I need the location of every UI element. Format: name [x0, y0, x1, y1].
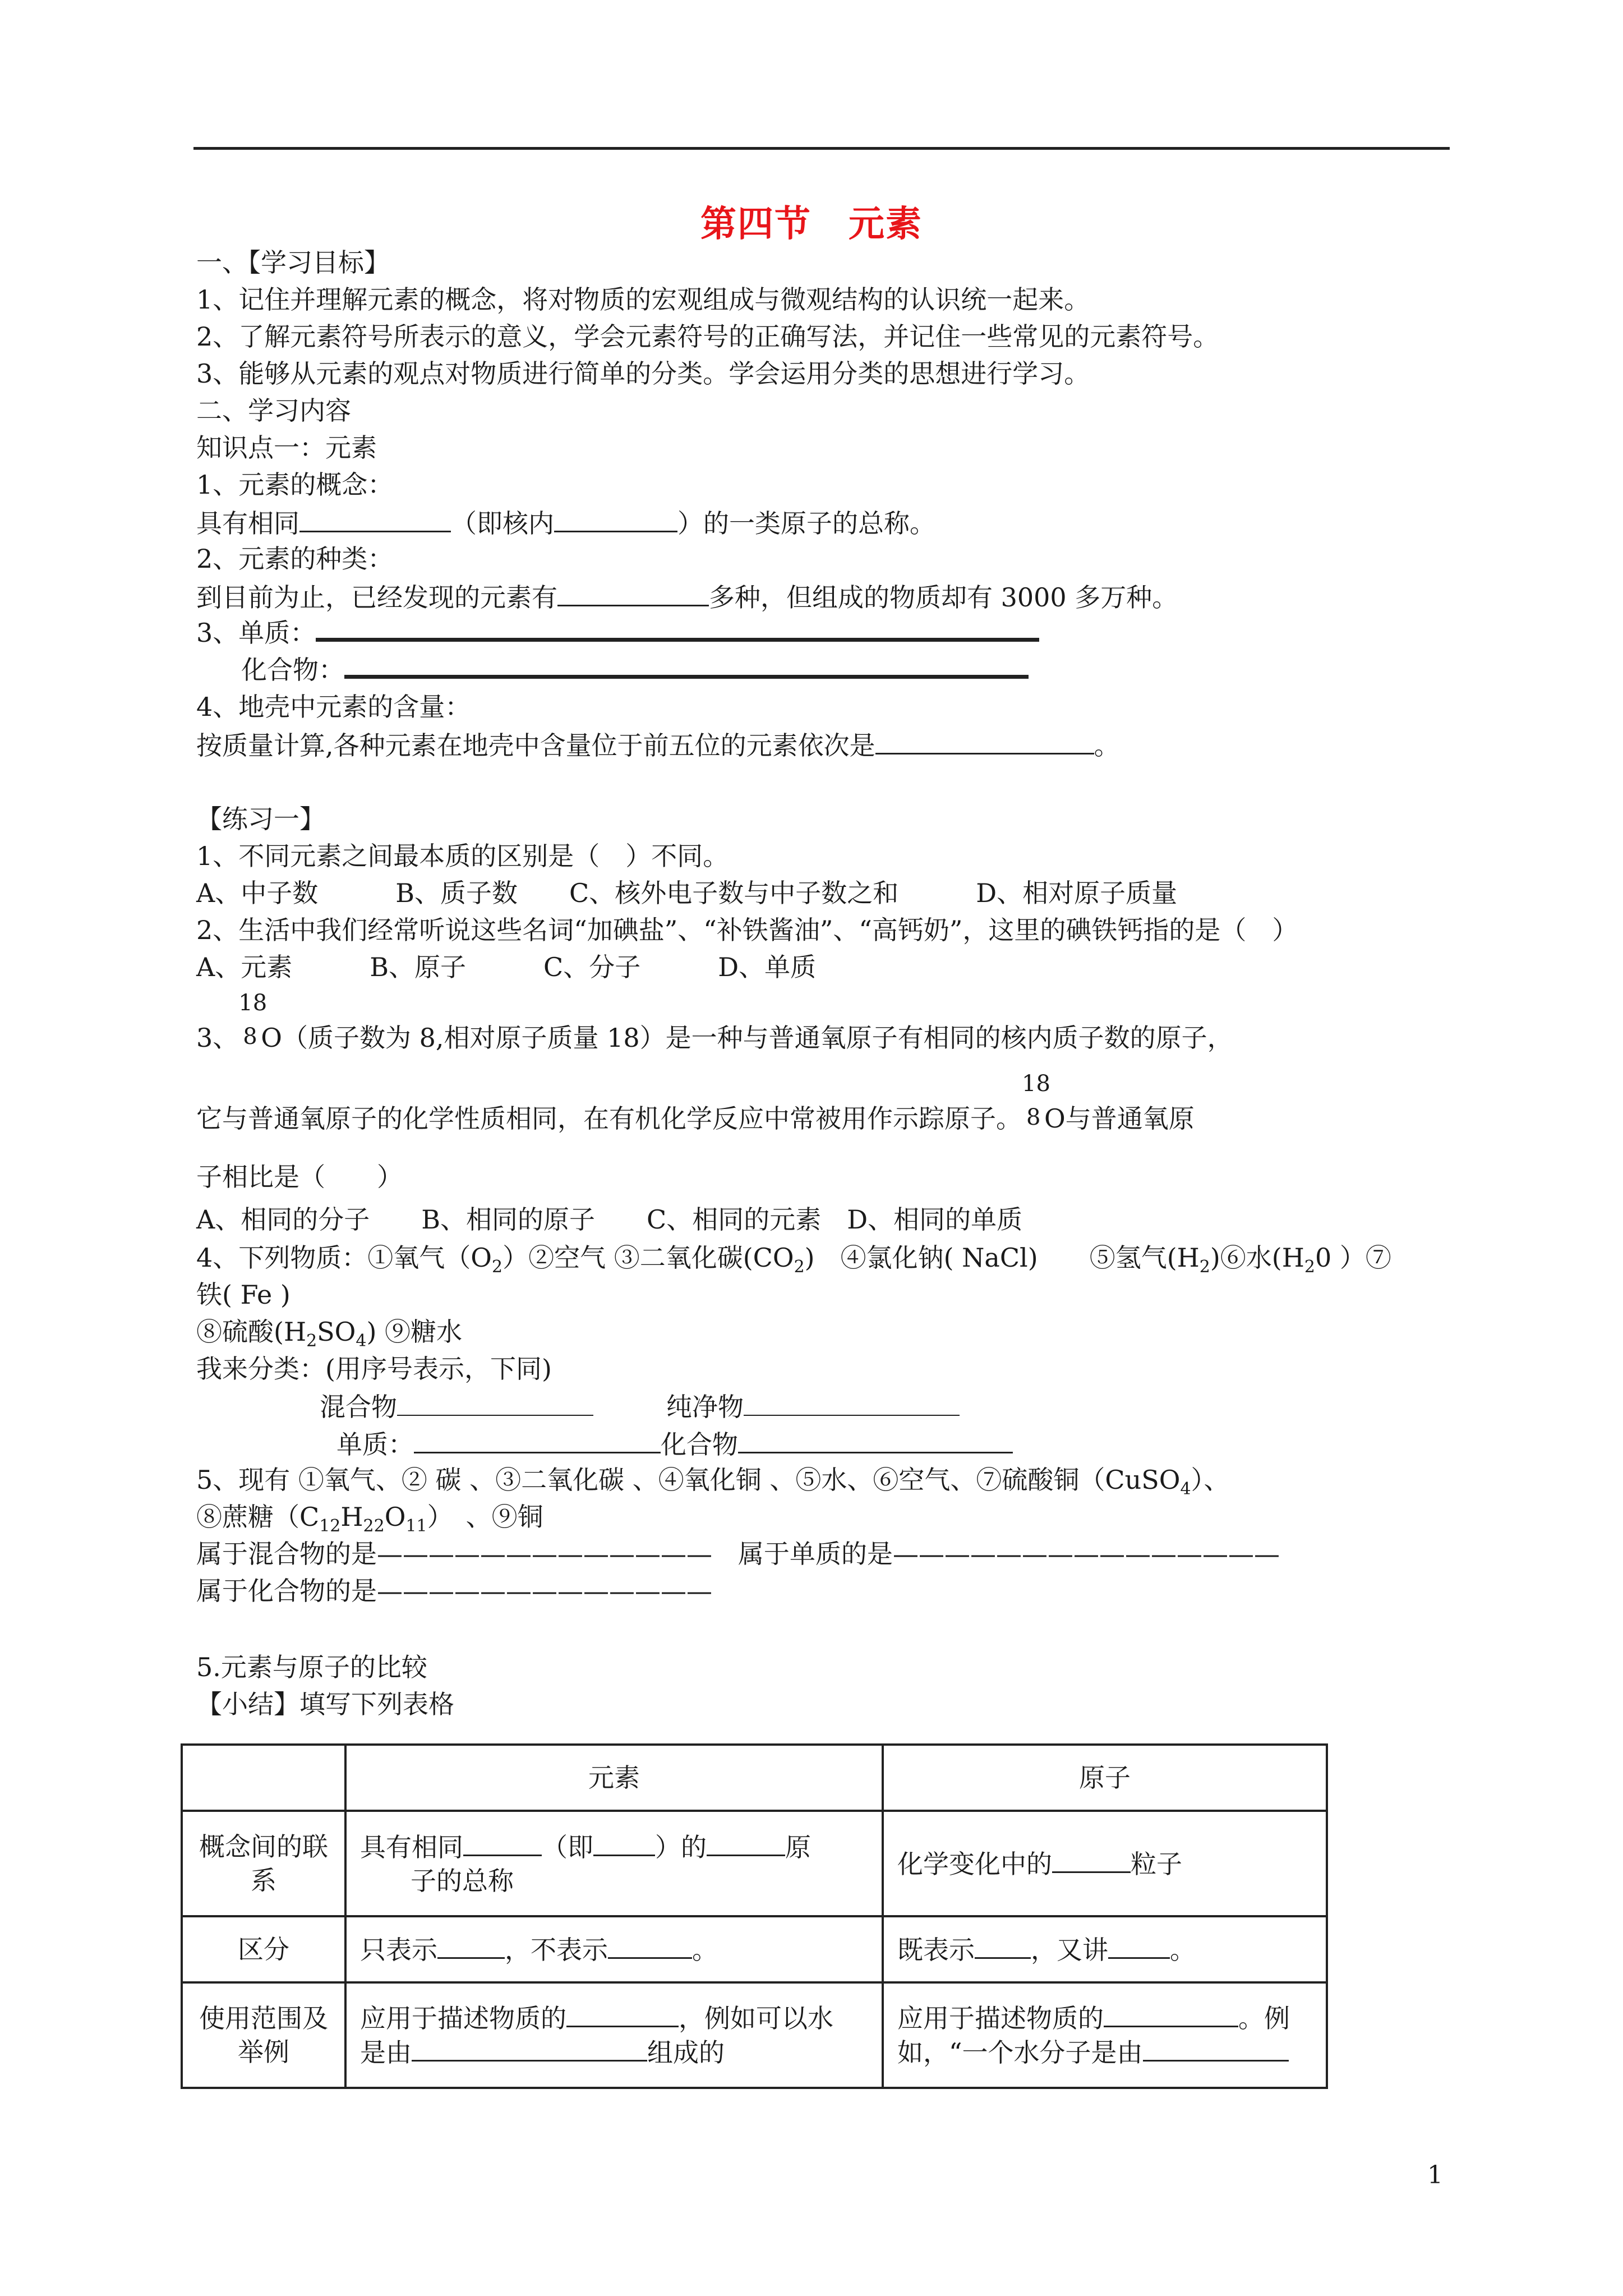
- summary-table: [181, 1743, 1328, 2089]
- cell-atom-relation: 化学变化中的 粒子: [883, 1811, 1327, 1916]
- question-1-options: A、中子数 B、质子数 C、核外电子数与中子数之和 D、相对原子质量: [196, 878, 1178, 908]
- blank-same[interactable]: [299, 506, 451, 532]
- cell-element-distinction: 只表示 ，不表示 。: [345, 1916, 883, 1982]
- crust-line: 按质量计算,各种元素在地壳中含量位于前五位的元素依次是 。: [196, 728, 1120, 761]
- blank-r1-of[interactable]: [707, 1830, 785, 1856]
- table-row: [182, 1916, 1327, 1982]
- table-corner-cell: [182, 1745, 345, 1811]
- isotope-o18-second: 18 8: [1022, 1071, 1050, 1130]
- section-content-heading: 二、学习内容: [196, 395, 351, 426]
- compound-line: 化合物：: [241, 654, 1029, 685]
- table-header-atom: 原子: [883, 1745, 1327, 1811]
- blank-simple[interactable]: [414, 1427, 661, 1453]
- table-row: [182, 1982, 1327, 2088]
- goal-2: 2、了解元素符号所表示的意义，学会元素符号的正确写法，并记住一些常见的元素符号。: [196, 321, 1219, 352]
- blank-r2-not[interactable]: [608, 1932, 692, 1959]
- section-goals-heading: 一、【学习目标】: [196, 247, 390, 278]
- question-4-line-2: 铁( Fe ): [196, 1280, 291, 1310]
- page-number: 1: [1427, 2161, 1443, 2189]
- page-title: 第四节 元素: [700, 203, 923, 245]
- blank-r1-namely[interactable]: [593, 1830, 655, 1856]
- blank-r3-composed[interactable]: [412, 2035, 647, 2062]
- blank-r1-particle[interactable]: [1052, 1847, 1131, 1873]
- kinds-heading: 2、元素的种类：: [196, 544, 394, 574]
- table-row: [182, 1811, 1327, 1916]
- question-3-line-2: 它与普通氧原子的化学性质相同，在有机化学反应中常被用作示踪原子。 18 8 O与普通氧原: [196, 1071, 1195, 1134]
- table-header-row: [182, 1745, 1327, 1811]
- question-3-line-1: 3、 18 8 O（质子数为 8,相对原子质量 18）是一种与普通氧原子有相同的核内质子数的原子，: [196, 990, 1233, 1053]
- cell-atom-distinction: 既表示 ，又讲 。: [883, 1916, 1327, 1982]
- blank-compound[interactable]: [344, 658, 1029, 679]
- row-label-distinction: 区分: [182, 1916, 345, 1982]
- blank-mixture[interactable]: [397, 1390, 593, 1416]
- question-4-line-3: ⑧硫酸$(H_2SO_4)$ ⑨糖水: [196, 1317, 463, 1351]
- blank-crust-elements[interactable]: [875, 728, 1094, 754]
- definition-line: 具有相同 （即核内 ）的一类原子的总称。: [196, 506, 935, 539]
- blank-simple-substance[interactable]: [316, 621, 1039, 642]
- simple-substance-line: 3、单质：: [196, 617, 1039, 648]
- blank-r3-molecule[interactable]: [1143, 2035, 1289, 2062]
- goal-1: 1、记住并理解元素的概念，将对物质的宏观组成与微观结构的认识统一起来。: [196, 284, 1090, 315]
- question-2: 2、生活中我们经常听说这些名词“加碘盐”、“补铁酱油”、“高钙奶”，这里的碘铁钙指的是（ ）: [196, 915, 1298, 945]
- question-1: 1、不同元素之间最本质的区别是（ ）不同。: [196, 841, 729, 871]
- definition-heading: 1、元素的概念：: [196, 470, 394, 500]
- row-label-relation: 概念间的联系: [182, 1811, 345, 1916]
- blank-r2-both[interactable]: [975, 1932, 1031, 1959]
- goal-3: 3、能够从元素的观点对物质进行简单的分类。学会运用分类的思想进行学习。: [196, 358, 1090, 389]
- question-4-line-1: 4、下列物质：①氧气$(O_2)②$空气 ③二氧化碳$(CO_2)$ ④氯化钠( NaCl) ⑤氢气$(H_2)⑥$水($H_20$ ）⑦: [196, 1243, 1391, 1277]
- blank-compound-class[interactable]: [738, 1427, 1013, 1453]
- knowledge-point-1: 知识点一：元素: [196, 432, 377, 463]
- classify-line-2: 单质： 化合物: [336, 1427, 1013, 1460]
- blank-pure-substance[interactable]: [744, 1390, 960, 1416]
- table-header-element: 元素: [345, 1745, 883, 1811]
- classify-prompt: 我来分类：(用序号表示，下同): [196, 1354, 552, 1384]
- cell-element-relation: 具有相同 （即 ）的 原 子的总称: [345, 1811, 883, 1916]
- blank-r1-same[interactable]: [463, 1830, 542, 1856]
- question-3-options: A、相同的分子 B、相同的原子 C、相同的元素 D、相同的单质: [196, 1204, 1023, 1235]
- summary-heading: 【小结】填写下列表格: [196, 1689, 454, 1719]
- question-5-line-2: ⑧蔗糖$(C_{12}H_{22}O_{11})$ 、⑨铜: [196, 1502, 543, 1536]
- blank-r2-also[interactable]: [1108, 1932, 1170, 1959]
- blank-element-count[interactable]: [557, 580, 709, 606]
- question-2-options: A、元素 B、原子 C、分子 D、单质: [196, 952, 817, 982]
- crust-heading: 4、地壳中元素的含量：: [196, 692, 471, 722]
- exercise-heading: 【练习一】: [196, 804, 325, 834]
- belong-mixture-line: 属于混合物的是————————————— 属于单质的是———————————————: [196, 1539, 1280, 1569]
- blank-r3-describe[interactable]: [566, 2001, 679, 2027]
- blank-nucleus[interactable]: [554, 506, 677, 532]
- row-label-usage: 使用范围及举例: [182, 1982, 345, 2088]
- blank-r3-atom-describe[interactable]: [1104, 2001, 1238, 2027]
- cell-atom-usage: 应用于描述物质的 。例 如，“一个水分子是由: [883, 1982, 1327, 2088]
- comparison-heading: 5.元素与原子的比较: [196, 1652, 427, 1682]
- belong-compound-line: 属于化合物的是—————————————: [196, 1576, 712, 1606]
- cell-element-usage: 应用于描述物质的 ，例如可以水 是由 组成的: [345, 1982, 883, 2088]
- question-3-line-3: 子相比是（ ）: [196, 1162, 403, 1192]
- blank-r2-only[interactable]: [437, 1932, 505, 1959]
- kinds-line: 到目前为止，已经发现的元素有 多种，但组成的物质却有 3000 多万种。: [196, 580, 1178, 613]
- question-5-line-1: 5、现有 ①氧气、② 碳 、③二氧化碳 、④氧化铜 、⑤水、⑥空气、⑦硫酸铜（CuSO$_4$）、: [196, 1465, 1230, 1499]
- isotope-o18: 18 8: [238, 990, 268, 1050]
- header-rule: [193, 147, 1450, 150]
- classify-line-1: 混合物 纯净物: [320, 1390, 960, 1423]
